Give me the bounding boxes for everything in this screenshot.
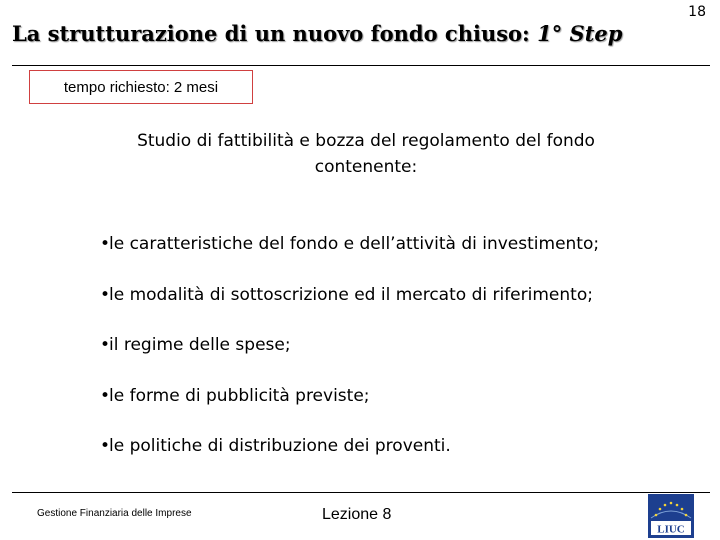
bullet-dot: • xyxy=(100,335,111,355)
time-required-box xyxy=(29,70,253,104)
title-step: 1° Step xyxy=(537,21,623,46)
bullet-text: le caratteristiche del fondo e dell’attività di investimento; xyxy=(109,234,600,254)
title-divider xyxy=(12,65,710,66)
bullet-dot: • xyxy=(100,436,111,456)
bullet-item xyxy=(100,282,599,333)
bullet-text: le modalità di sottoscrizione ed il mercato di riferimento; xyxy=(109,284,593,305)
bullet-dot: • xyxy=(100,234,111,254)
bullet-item xyxy=(100,231,599,282)
footer-course: Gestione Finanziaria delle Imprese xyxy=(37,508,192,519)
bullet-list xyxy=(100,231,599,484)
title-main: La strutturazione di un nuovo fondo chiuso: xyxy=(12,21,538,46)
bullet-item xyxy=(100,433,599,484)
time-required-label: tempo richiesto: 2 mesi xyxy=(63,78,219,96)
bullet-item xyxy=(100,332,599,383)
intro-text: Studio di fattibilità e bozza del regolamento del fondo contenente: xyxy=(137,131,595,177)
footer-lesson: Lezione 8 xyxy=(322,506,392,523)
bullet-text: le forme di pubblicità previste; xyxy=(109,385,370,406)
bullet-text: le politiche di distribuzione dei proventi. xyxy=(109,436,451,456)
bullet-item xyxy=(100,383,599,434)
bullet-text: il regime delle spese; xyxy=(109,335,291,355)
bullet-dot: • xyxy=(100,284,111,305)
logo-text: LIUC xyxy=(657,523,685,536)
footer-divider xyxy=(12,492,710,493)
liuc-logo xyxy=(648,494,694,538)
page-number: 18 xyxy=(688,4,706,20)
bullet-dot: • xyxy=(100,385,111,406)
slide-title xyxy=(12,21,712,46)
